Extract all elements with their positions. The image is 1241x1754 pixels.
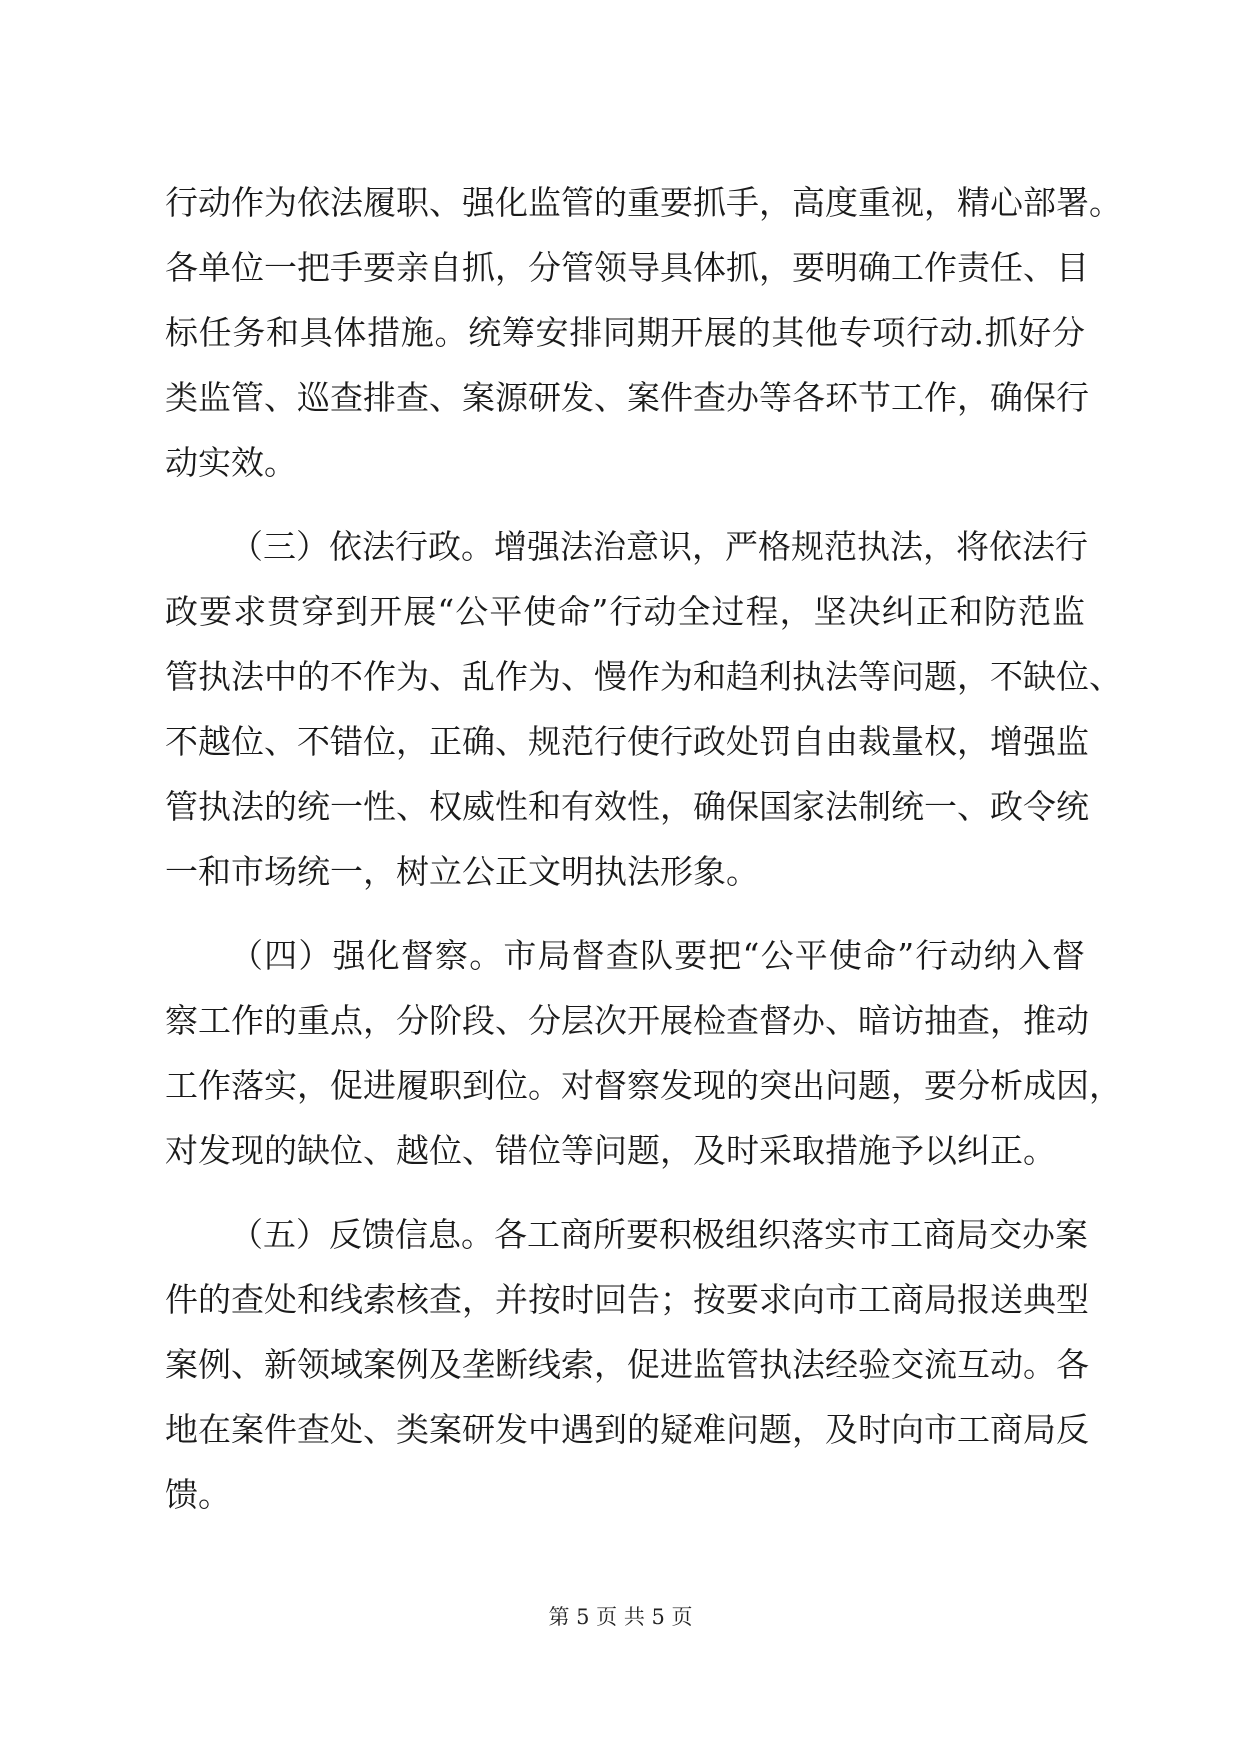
text-line: 察工作的重点，分阶段、分层次开展检查督办、暗访抽查，推动 (165, 1001, 1089, 1040)
text-line: 案例、新领域案例及垄断线索，促进监管执法经验交流互动。各 (165, 1345, 1089, 1384)
text-line: 政要求贯穿到开展“公平使命”行动全过程，坚决纠正和防范监 (165, 592, 1085, 631)
text-line: 行动作为依法履职、强化监管的重要抓手，高度重视，精心部署。 (165, 183, 1122, 222)
text-line: 管执法中的不作为、乱作为、慢作为和趋利执法等问题，不缺位、 (165, 657, 1122, 696)
text-line: 对发现的缺位、越位、错位等问题，及时采取措施予以纠正。 (165, 1131, 1056, 1170)
text-line: 标任务和具体措施。统筹安排同期开展的其他专项行动.抓好分 (165, 313, 1085, 352)
paragraph-heading-line: （五）反馈信息。各工商所要积极组织落实市工商局交办案 (230, 1215, 1088, 1254)
paragraph-heading-line: （四）强化督察。市局督查队要把“公平使命”行动纳入督 (230, 936, 1085, 975)
page-footer: 第 5 页 共 5 页 (548, 1605, 693, 1629)
text-line: 件的查处和线索核查，并按时回告；按要求向市工商局报送典型 (165, 1280, 1089, 1319)
text-line: 工作落实，促进履职到位。对督察发现的突出问题，要分析成因， (165, 1066, 1122, 1105)
paragraph-heading-line: （三）依法行政。增强法治意识，严格规范执法，将依法行 (230, 527, 1088, 566)
text-line: 馈。 (165, 1475, 231, 1514)
text-line: 类监管、巡查排查、案源研发、案件查办等各环节工作，确保行 (165, 378, 1089, 417)
text-line: 地在案件查处、类案研发中遇到的疑难问题，及时向市工商局反 (165, 1410, 1089, 1449)
text-line: 一和市场统一，树立公正文明执法形象。 (165, 852, 759, 891)
text-line: 不越位、不错位，正确、规范行使行政处罚自由裁量权，增强监 (165, 722, 1089, 761)
text-line: 动实效。 (165, 443, 297, 482)
text-line: 管执法的统一性、权威性和有效性，确保国家法制统一、政令统 (165, 787, 1089, 826)
text-line: 各单位一把手要亲自抓，分管领导具体抓，要明确工作责任、目 (165, 248, 1089, 287)
